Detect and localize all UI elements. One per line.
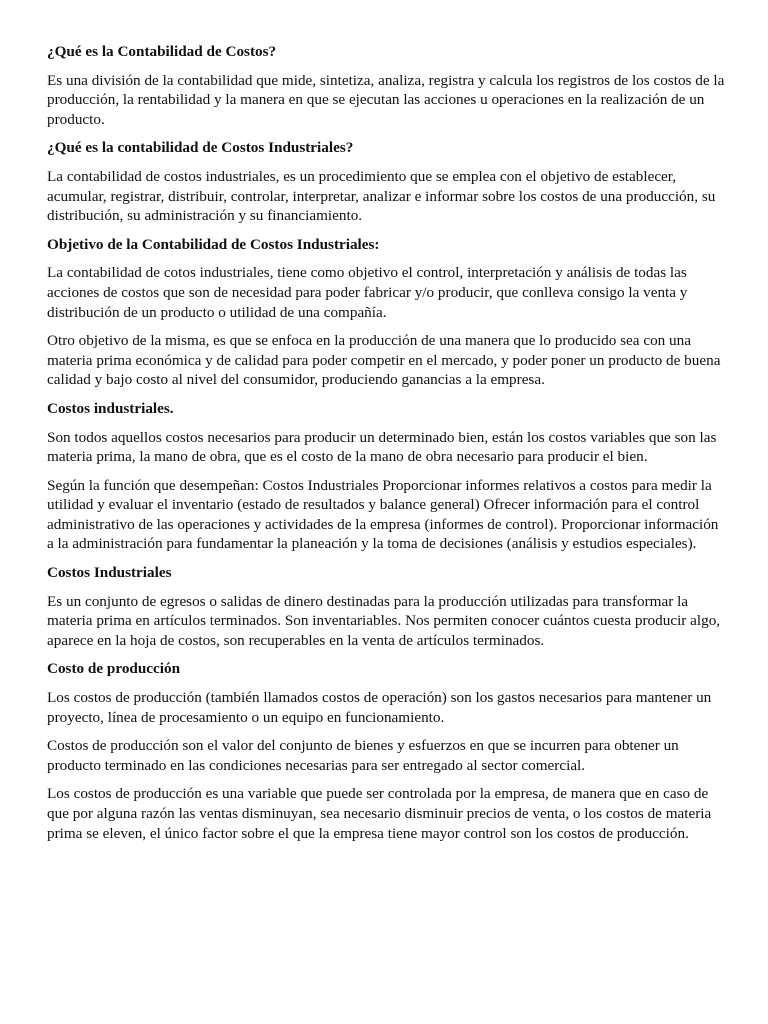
paragraph: Es un conjunto de egresos o salidas de dinero destinadas para la producción utilizadas para transformar la materia prima en artículos terminados. Son inventariables. Nos permiten conocer cuántos cuesta producir algo, aparece en la hoja de costos, son recuperables en la venta de artículos terminados.	[47, 592, 721, 649]
paragraph: La contabilidad de costos industriales, es un procedimiento que se emplea con el objetivo de establecer, acumular, registrar, distribuir, controlar, interpretar, analizar e informar sobre los costos de una producción, su distribución, su administración y su financiamiento.	[47, 167, 716, 225]
paragraph: Según la función que desempeñan: Costos Industriales Proporcionar informes relativos a costos para medir la utilidad y evaluar el inventario (estado de resultados y balance general) Ofrecer información para el control administrativo de las operaciones y actividades de la empresa (informes de control). Proporcionar información a la administración para fundamentar la planeación y la toma de decisiones (análisis y estudios especiales).	[47, 476, 719, 553]
section-heading: Costos Industriales	[47, 564, 172, 582]
paragraph: La contabilidad de cotos industriales, tiene como objetivo el control, interpretación y análisis de todas las acciones de costos que son de necesidad para poder fabricar y/o producir, que conlleva consigo la venta y distribución de un producto o utilidad de una compañía.	[47, 264, 688, 321]
paragraph: Costos de producción son el valor del conjunto de bienes y esfuerzos en que se incurren para obtener un producto terminado en las condiciones necesarias para ser entregado al sector comercial.	[47, 737, 679, 774]
section-heading: Objetivo de la Contabilidad de Costos Industriales:	[47, 235, 380, 253]
section-heading: ¿Qué es la contabilidad de Costos Industriales?	[47, 139, 354, 157]
paragraph: Los costos de producción (también llamados costos de operación) son los gastos necesarios para mantener un proyecto, línea de procesamiento o un equipo en funcionamiento.	[47, 689, 712, 726]
document-page	[47, 42, 727, 852]
section-heading: Costo de producción	[47, 660, 181, 678]
paragraph: Es una división de la contabilidad que mide, sintetiza, analiza, registra y calcula los registros de los costos de la producción, la rentabilidad y la manera en que se ejecutan las acciones u operaciones en la realización de un producto.	[47, 71, 725, 128]
section-heading: ¿Qué es la Contabilidad de Costos?	[47, 43, 277, 60]
paragraph: Otro objetivo de la misma, es que se enfoca en la producción de una manera que lo producido sea con una materia prima económica y de calidad para poder competir en el mercado, y poder poner un producto de buena calidad y bajo costo al nivel del consumidor, produciendo ganancias a la empresa.	[47, 332, 721, 389]
paragraph: Son todos aquellos costos necesarios para producir un determinado bien, están los costos variables que son las materia prima, la mano de obra, que es el costo de la mano de obra necesario para producir el bien.	[47, 428, 717, 466]
section-heading: Costos industriales.	[47, 399, 174, 417]
paragraph: Los costos de producción es una variable que puede ser controlada por la empresa, de manera que en caso de que por alguna razón las ventas disminuyan, sea necesario disminuir precios de venta, o los costos de materia prima se eleven, el único factor sobre el que la empresa tiene mayor control son los costos de producción.	[47, 785, 712, 842]
